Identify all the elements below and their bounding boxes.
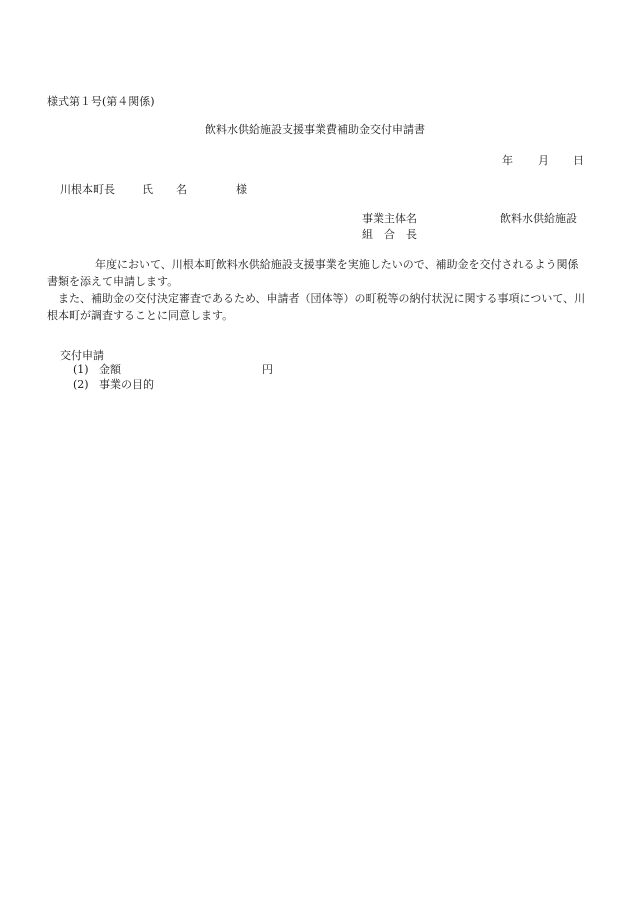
body-paragraph-1: 年度において、川根本町飲料水供給施設支援事業を実施したいので、補助金を交付されるよう関係書類を添えて申請します。 <box>47 258 579 288</box>
form-number: 様式第１号(第４関係) <box>47 95 155 108</box>
application-heading: 交付申請 <box>60 349 104 362</box>
body-paragraph-2: また、補助金の交付決定審査であるため、申請者（団体等）の町税等の納付状況に関する事項について、川根本町が調査することに同意します。 <box>47 292 586 322</box>
item-amount-label: 金額 <box>99 363 121 376</box>
date-day-label: 日 <box>573 154 584 167</box>
addressee-honorific: 様 <box>236 183 247 196</box>
item-number: (2) <box>73 378 89 391</box>
applicant-value: 飲料水供給施設 <box>500 212 577 225</box>
form-title: 飲料水供給施設支援事業費補助金交付申請書 <box>205 123 425 136</box>
addressee-name-shi: 氏 <box>142 183 153 196</box>
item-number: (1) <box>73 363 89 376</box>
item-purpose-label: 事業の目的 <box>99 378 154 391</box>
applicant-label: 事業主体名 <box>362 212 417 225</box>
date-year-label: 年 <box>502 154 513 167</box>
item-amount-unit: 円 <box>262 363 273 376</box>
date-month-label: 月 <box>538 154 549 167</box>
application-body <box>47 256 587 324</box>
union-chief-label: 組 合 長 <box>362 228 417 241</box>
addressee-title: 川根本町長 <box>60 183 115 196</box>
addressee-name-mei: 名 <box>176 183 187 196</box>
